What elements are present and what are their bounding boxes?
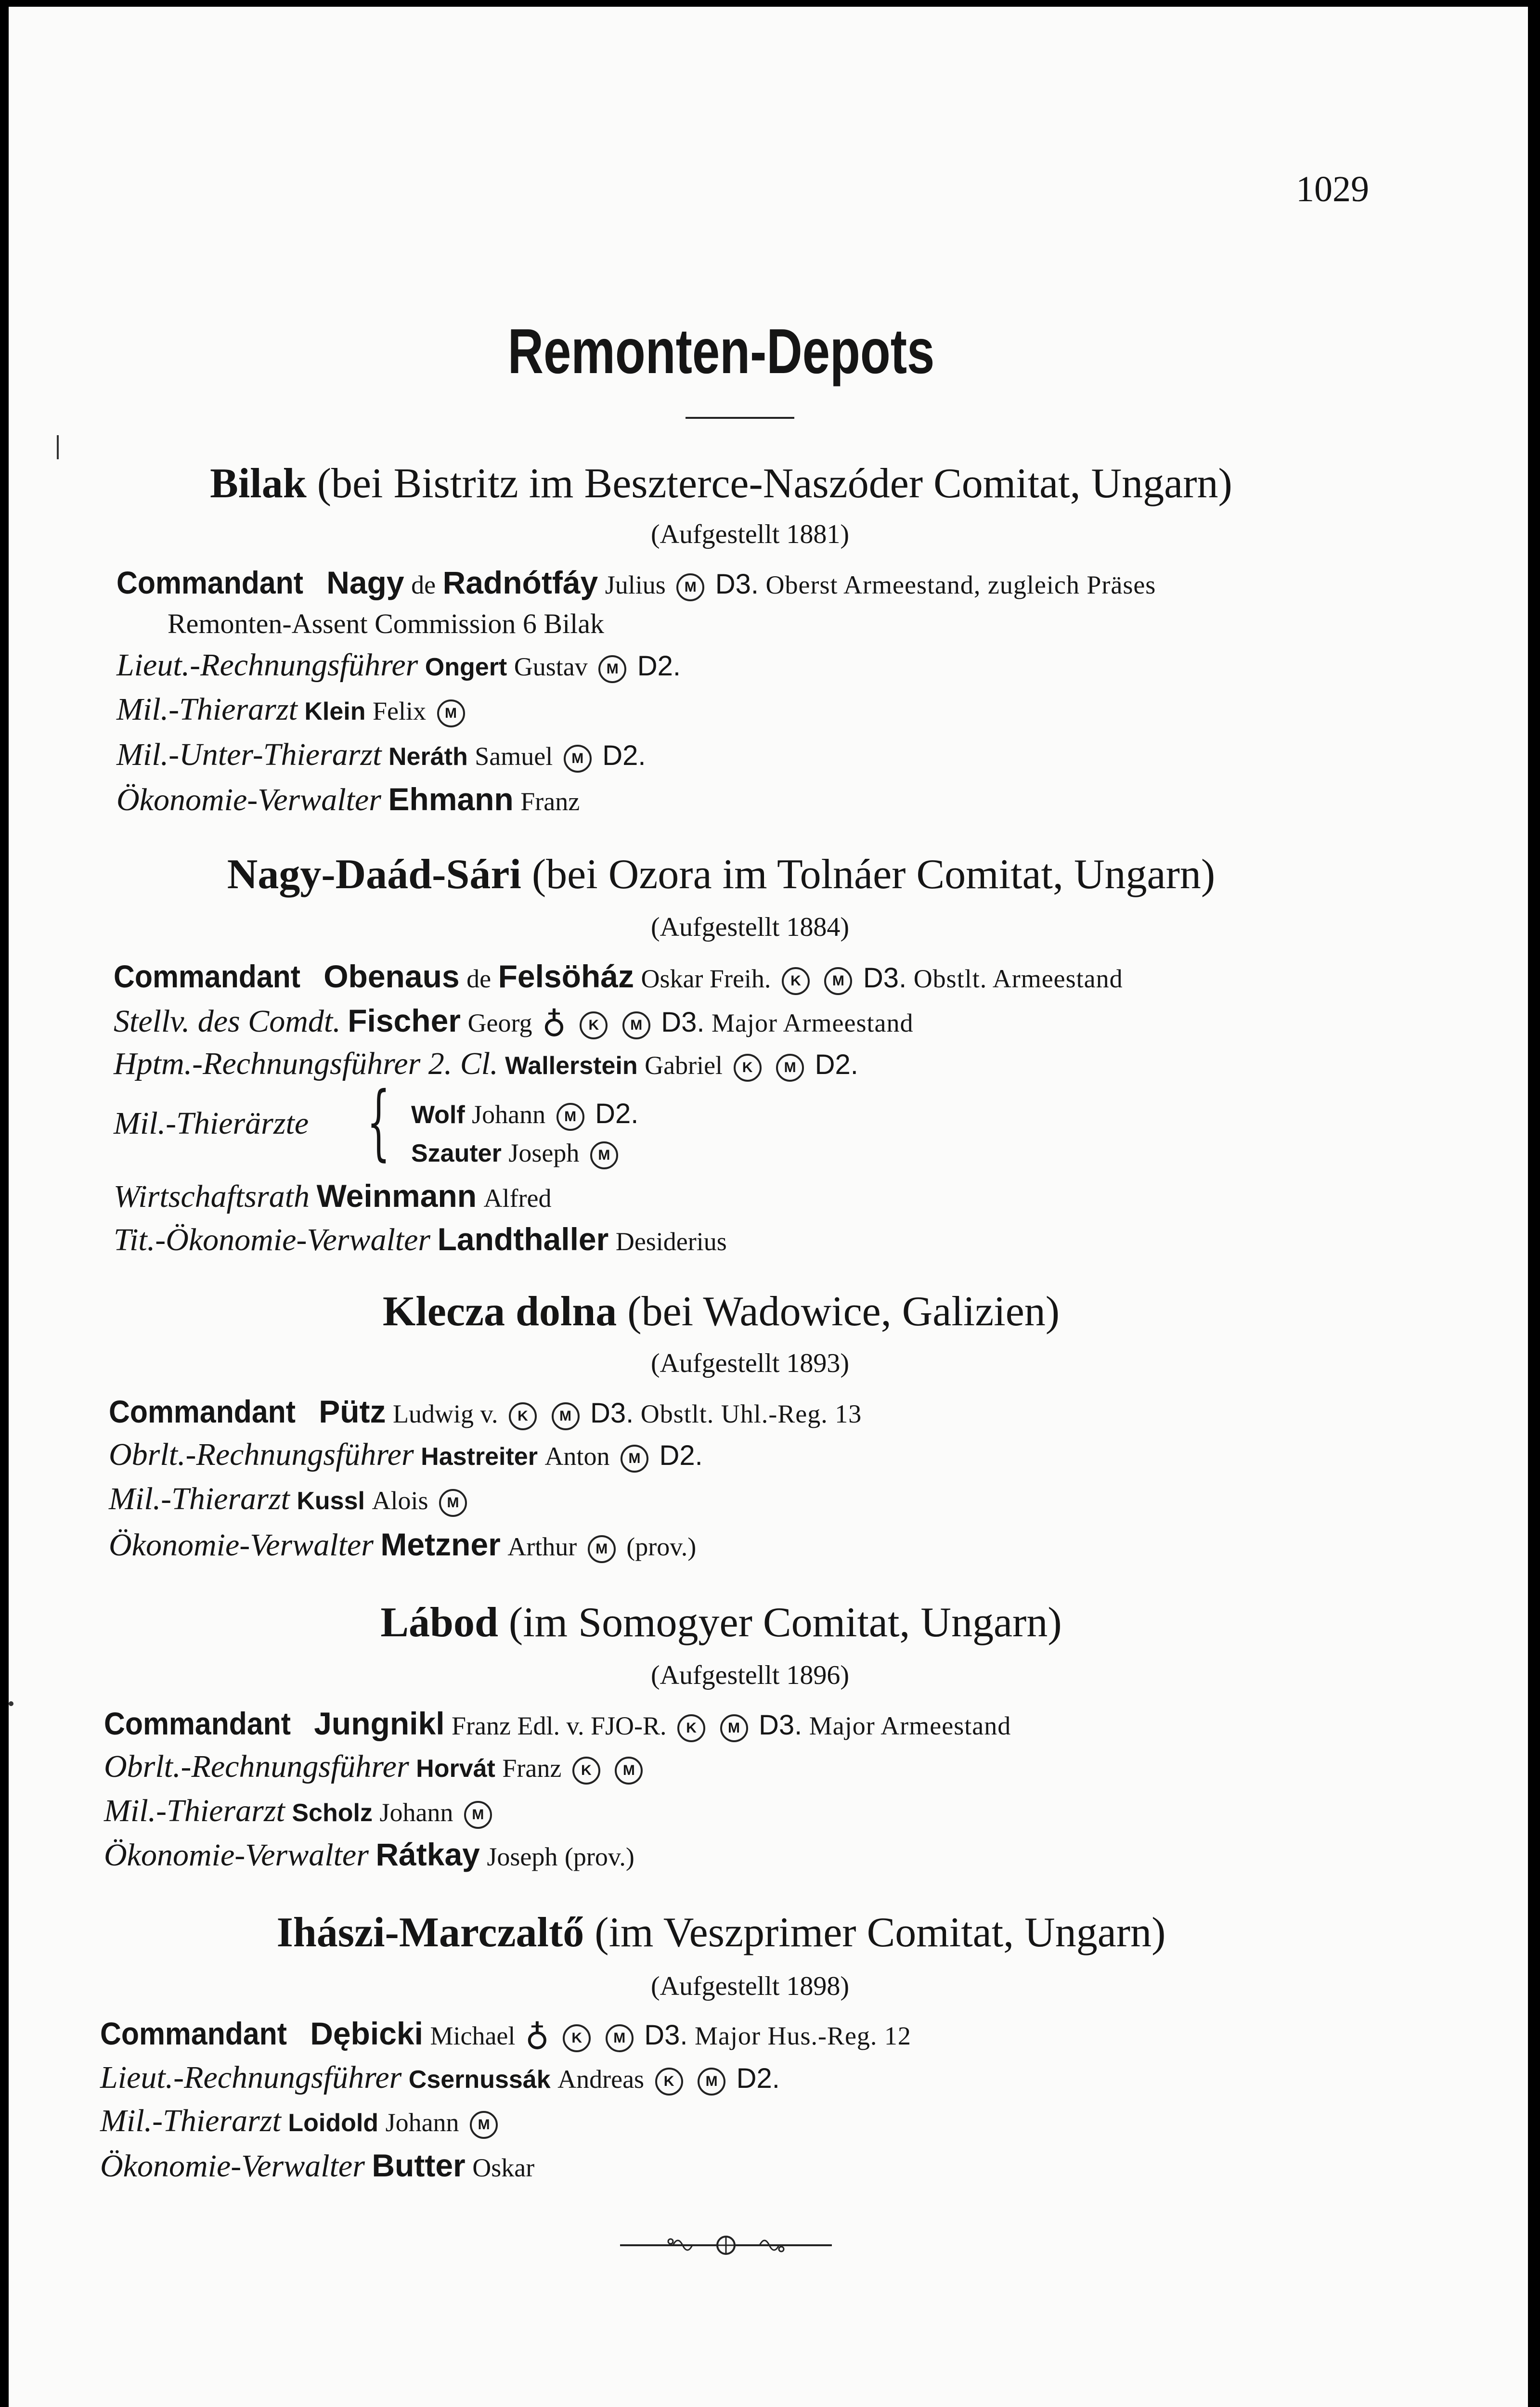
entry-line bbox=[100, 2059, 780, 2096]
depot-name: Ihászi-Marczaltő bbox=[276, 1909, 584, 1956]
page-title: Remonten-Depots bbox=[507, 316, 935, 387]
medal-m-icon: M bbox=[621, 1445, 648, 1473]
entry-surname: Ongert bbox=[425, 653, 507, 681]
medal-k-icon: K bbox=[655, 2068, 683, 2096]
entry-decor: D3. bbox=[644, 2019, 688, 2051]
entry-given: Joseph bbox=[487, 1842, 558, 1871]
entry-decor: D3. bbox=[661, 1007, 705, 1038]
entry-surname: Loidold bbox=[288, 2109, 379, 2137]
medal-m-icon: M bbox=[556, 1103, 584, 1131]
depot-established: (Aufgestellt 1898) bbox=[650, 1971, 850, 2001]
depot-established: (Aufgestellt 1881) bbox=[650, 519, 850, 549]
entry-role: Commandant bbox=[104, 1706, 291, 1741]
entry-role: Ökonomie-Verwalter bbox=[116, 782, 381, 817]
entry-surname: Csernussák bbox=[408, 2066, 551, 2094]
entry-rank: Major Armeestand bbox=[809, 1711, 1011, 1740]
brace-icon: { bbox=[367, 1074, 390, 1170]
entry-line bbox=[116, 647, 681, 684]
entry-role: Mil.-Thierärzte bbox=[114, 1106, 309, 1141]
depot-heading bbox=[9, 459, 1434, 508]
entry-role: Mil.-Thierarzt bbox=[116, 692, 298, 727]
medal-k-icon: K bbox=[782, 967, 810, 995]
entry-given: Felix bbox=[373, 697, 427, 725]
entry-role: Mil.-Thierarzt bbox=[104, 1793, 285, 1828]
medal-m-icon: M bbox=[552, 1402, 580, 1430]
entry-role: Hptm.-Rechnungsführer 2. Cl. bbox=[114, 1046, 498, 1081]
entry-given: Franz bbox=[520, 787, 580, 816]
entry-surname: Hastreiter bbox=[421, 1443, 538, 1471]
depot-location: (im Somogyer Comitat, Ungarn) bbox=[508, 1599, 1062, 1646]
entry-line bbox=[109, 1436, 703, 1473]
entry-surname: Kussl bbox=[297, 1487, 365, 1515]
entry-surname: Jungnikl bbox=[314, 1706, 445, 1741]
medal-m-icon: M bbox=[588, 1535, 616, 1563]
entry-particle: de bbox=[466, 964, 492, 993]
entry-line bbox=[100, 2147, 534, 2185]
scan-edge-mark bbox=[57, 435, 59, 459]
entry-surname: Obenaus bbox=[324, 958, 460, 994]
entry-given: Johann bbox=[379, 1798, 453, 1827]
entry-line bbox=[109, 1393, 862, 1430]
depot-heading bbox=[9, 1287, 1434, 1336]
entry-line bbox=[116, 564, 1156, 601]
entry-line bbox=[104, 1748, 647, 1785]
entry-surname: Dębicki bbox=[310, 2016, 423, 2051]
medal-m-icon: M bbox=[470, 2111, 498, 2139]
entry-decor: D3. bbox=[590, 1398, 634, 1429]
medal-m-icon: M bbox=[437, 699, 465, 727]
depot-name: Lábod bbox=[380, 1599, 498, 1646]
depot-location: (bei Ozora im Tolnáer Comitat, Ungarn) bbox=[531, 851, 1216, 898]
depot-location: (bei Wadowice, Galizien) bbox=[627, 1288, 1060, 1335]
entry-role: Mil.-Thierarzt bbox=[109, 1481, 290, 1516]
entry-note: (prov.) bbox=[564, 1842, 634, 1871]
entry-surname2: Radnótfáy bbox=[442, 565, 598, 600]
entry-given: Ludwig v. bbox=[393, 1399, 498, 1428]
medal-m-icon: M bbox=[615, 1757, 643, 1785]
entry-role: Ökonomie-Verwalter bbox=[109, 1527, 374, 1563]
depot-heading bbox=[9, 850, 1434, 899]
entry-surname: Scholz bbox=[292, 1799, 373, 1827]
medal-m-icon: M bbox=[606, 2024, 634, 2052]
entry-given: Michael bbox=[430, 2021, 516, 2050]
entry-given: Georg bbox=[467, 1009, 532, 1037]
entry-surname: Fischer bbox=[348, 1003, 461, 1038]
entry-role: Lieut.-Rechnungsführer bbox=[116, 647, 418, 683]
medal-k-icon: K bbox=[509, 1402, 537, 1430]
entry-decor: D2. bbox=[659, 1440, 703, 1471]
title-rule bbox=[686, 417, 794, 419]
entry-role: Mil.-Unter-Thierarzt bbox=[116, 737, 382, 772]
entry-line bbox=[104, 1836, 634, 1874]
entry-surname: Ehmann bbox=[388, 781, 514, 817]
medal-m-icon: M bbox=[698, 2068, 725, 2096]
entry-surname: Metzner bbox=[380, 1527, 501, 1562]
entry-rank: Major Armeestand bbox=[712, 1009, 914, 1037]
entry-given: Oskar Freih. bbox=[641, 964, 771, 993]
entry-given: Alois bbox=[372, 1486, 428, 1515]
entry-role: Obrlt.-Rechnungsführer bbox=[104, 1749, 409, 1784]
entry-line bbox=[114, 1046, 858, 1082]
scan-edge-dot bbox=[9, 1701, 13, 1706]
entry-surname: Klein bbox=[304, 698, 366, 725]
depot-established: (Aufgestellt 1884) bbox=[650, 912, 850, 942]
entry-given: Johann bbox=[472, 1100, 546, 1129]
entry-decor: D3. bbox=[863, 962, 907, 994]
entry-surname: Wolf bbox=[411, 1101, 465, 1129]
entry-rank: Major Hus.-Reg. 12 bbox=[694, 2021, 911, 2050]
entry-given: Desiderius bbox=[615, 1227, 727, 1256]
medal-m-icon: M bbox=[776, 1054, 804, 1082]
entry-decor: D2. bbox=[736, 2063, 780, 2094]
entry-line bbox=[116, 737, 646, 773]
entry-given: Franz Edl. v. FJO-R. bbox=[452, 1711, 667, 1740]
entry-role: Obrlt.-Rechnungsführer bbox=[109, 1437, 414, 1472]
medal-k-icon: K bbox=[580, 1011, 608, 1039]
medal-k-icon: K bbox=[563, 2024, 591, 2052]
entry-line bbox=[411, 1136, 622, 1169]
entry-surname: Szauter bbox=[411, 1139, 502, 1167]
depot-heading bbox=[9, 1598, 1434, 1647]
entry-line bbox=[109, 1526, 696, 1564]
entry-surname: Neráth bbox=[388, 743, 468, 771]
entry-decor: D2. bbox=[602, 740, 646, 771]
ornament-divider-icon bbox=[620, 2231, 832, 2260]
entry-given: Oskar bbox=[472, 2153, 535, 2182]
depot-established: (Aufgestellt 1893) bbox=[650, 1348, 850, 1378]
entry-line bbox=[114, 958, 1123, 995]
entry-line bbox=[104, 1705, 1011, 1742]
medal-k-icon: K bbox=[572, 1757, 600, 1785]
depot-established: (Aufgestellt 1896) bbox=[650, 1660, 850, 1690]
entry-surname: Rátkay bbox=[375, 1837, 480, 1872]
entry-given: Johann bbox=[385, 2108, 459, 2137]
entry-given: Franz bbox=[502, 1754, 562, 1783]
medal-m-icon: M bbox=[590, 1141, 618, 1169]
entry-line bbox=[100, 2103, 502, 2139]
medal-m-icon: M bbox=[464, 1801, 492, 1829]
entry-line bbox=[109, 1481, 471, 1517]
entry-decor: D2. bbox=[595, 1098, 639, 1129]
cross-symbol-icon: ♁ bbox=[542, 1006, 566, 1045]
entry-surname: Butter bbox=[372, 2148, 466, 2183]
medal-k-icon: K bbox=[734, 1054, 762, 1082]
medal-m-icon: M bbox=[676, 573, 704, 601]
entry-role: Ökonomie-Verwalter bbox=[104, 1838, 369, 1873]
entry-given: Gustav bbox=[514, 652, 588, 681]
medal-m-icon: M bbox=[564, 745, 592, 773]
entry-line bbox=[104, 1793, 496, 1829]
entry-role: Commandant bbox=[109, 1394, 296, 1429]
entry-role: Mil.-Thierarzt bbox=[100, 2103, 281, 2138]
medal-k-icon: K bbox=[677, 1714, 705, 1742]
entry-rank: Obstlt. Uhl.-Reg. 13 bbox=[640, 1399, 862, 1428]
entry-given: Arthur bbox=[507, 1532, 577, 1561]
depot-name: Klecza dolna bbox=[382, 1288, 617, 1335]
entry-decor: D2. bbox=[815, 1049, 858, 1080]
entry-surname: Landthaller bbox=[437, 1221, 609, 1257]
entry-line bbox=[100, 2015, 911, 2057]
medal-m-icon: M bbox=[720, 1714, 748, 1742]
entry-surname: Weinmann bbox=[316, 1178, 477, 1214]
entry-given: Julius bbox=[605, 570, 666, 599]
entry-given: Andreas bbox=[557, 2065, 645, 2094]
entry-decor: D3. bbox=[715, 569, 759, 600]
entry-given: Anton bbox=[544, 1442, 610, 1471]
entry-decor: D3. bbox=[759, 1709, 802, 1741]
depot-heading bbox=[9, 1908, 1434, 1957]
depot-name: Bilak bbox=[210, 460, 307, 507]
page-number: 1029 bbox=[1296, 169, 1369, 209]
entry-surname: Horvát bbox=[416, 1755, 495, 1783]
entry-rank: Obstlt. Armeestand bbox=[913, 964, 1123, 993]
depot-name: Nagy-Daád-Sári bbox=[227, 851, 521, 898]
entry-role: Commandant bbox=[100, 2016, 287, 2051]
medal-m-icon: M bbox=[598, 655, 626, 683]
medal-m-icon: M bbox=[439, 1489, 467, 1517]
entry-surname2: Felsöház bbox=[498, 958, 634, 994]
entry-given: Joseph bbox=[508, 1139, 580, 1167]
medal-m-icon: M bbox=[824, 967, 852, 995]
entry-note: (prov.) bbox=[626, 1532, 697, 1561]
entry-given: Samuel bbox=[475, 742, 553, 771]
entry-line bbox=[114, 1002, 913, 1044]
entry-line bbox=[114, 1221, 727, 1258]
entry-line bbox=[411, 1098, 638, 1131]
depot-location: (im Veszprimer Comitat, Ungarn) bbox=[595, 1909, 1166, 1956]
entry-role: Tit.-Ökonomie-Verwalter bbox=[114, 1222, 431, 1257]
entry-role: Ökonomie-Verwalter bbox=[100, 2148, 365, 2184]
entry-surname: Nagy bbox=[326, 565, 404, 600]
entry-line bbox=[116, 781, 580, 818]
entry-given: Alfred bbox=[483, 1184, 552, 1213]
entry-role: Commandant bbox=[114, 958, 300, 994]
document-page bbox=[9, 7, 1528, 2407]
depot-location: (bei Bistritz im Beszterce-Naszóder Comitat, Ungarn) bbox=[317, 460, 1232, 507]
entry-surname: Pütz bbox=[319, 1394, 386, 1429]
entry-particle: de bbox=[411, 570, 436, 599]
entry-surname: Wallerstein bbox=[505, 1052, 638, 1080]
entry-role-multi bbox=[114, 1105, 309, 1142]
entry-role: Commandant bbox=[116, 565, 303, 600]
entry-given: Gabriel bbox=[645, 1051, 723, 1080]
cross-symbol-icon: ♁ bbox=[525, 2019, 549, 2058]
entry-line bbox=[114, 1178, 551, 1215]
entry-line bbox=[116, 691, 469, 728]
medal-m-icon: M bbox=[622, 1011, 650, 1039]
entry-rank: Oberst Armeestand, zugleich Präses bbox=[765, 570, 1156, 599]
entry-continuation: Remonten-Assent Commission 6 Bilak bbox=[168, 608, 605, 639]
entry-role: Stellv. des Comdt. bbox=[114, 1004, 341, 1039]
entry-decor: D2. bbox=[637, 650, 681, 682]
entry-role: Lieut.-Rechnungsführer bbox=[100, 2060, 402, 2095]
entry-role: Wirtschaftsrath bbox=[114, 1179, 310, 1214]
